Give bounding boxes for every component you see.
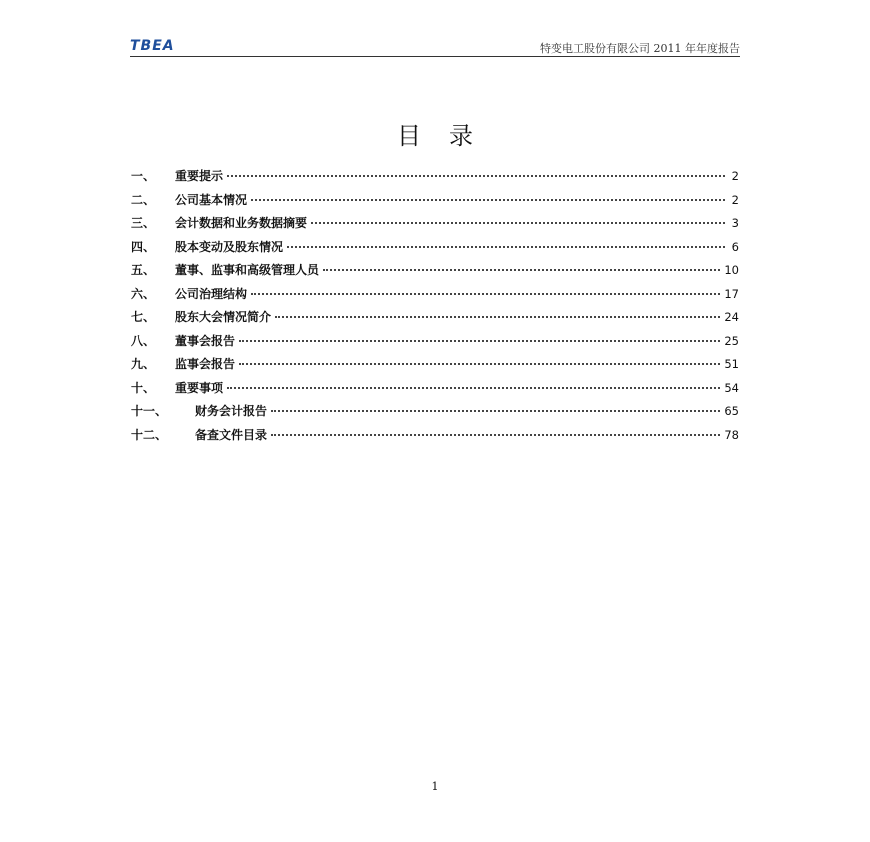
toc-entry-label: 重要事项	[175, 380, 224, 395]
toc-entry-number: 十、	[131, 380, 156, 395]
toc-entry-number: 六、	[131, 286, 156, 301]
toc-leader-dots	[275, 316, 720, 318]
toc-entry-page: 51	[724, 357, 739, 371]
toc-leader-dots	[227, 175, 725, 177]
toc-entry-label: 股东大会情况简介	[175, 310, 272, 324]
toc-entry[interactable]	[131, 191, 739, 215]
toc-leader-dots	[311, 222, 725, 224]
toc-entry-number: 八、	[131, 333, 156, 348]
toc-entry-number: 四、	[131, 239, 156, 254]
toc-entry-label: 董事会报告	[175, 333, 236, 348]
toc-entry-label: 会计数据和业务数据摘要	[175, 216, 308, 230]
toc-entry[interactable]	[131, 355, 739, 379]
toc-entry-number: 十二、	[131, 427, 168, 442]
table-of-contents	[131, 167, 739, 449]
toc-entry-number: 五、	[131, 263, 156, 277]
toc-leader-dots	[239, 340, 720, 342]
toc-entry[interactable]	[131, 214, 739, 238]
toc-entry[interactable]	[131, 308, 739, 332]
toc-leader-dots	[323, 269, 720, 271]
toc-entry-number: 三、	[131, 216, 156, 230]
toc-entry-page: 6	[731, 239, 739, 254]
toc-entry[interactable]	[131, 238, 739, 262]
toc-leader-dots	[271, 434, 720, 436]
toc-entry-page: 65	[724, 404, 739, 418]
toc-entry-number: 九、	[131, 357, 156, 371]
toc-heading: 目录	[397, 122, 501, 150]
toc-entry-page: 78	[724, 427, 739, 442]
toc-entry-page: 25	[724, 333, 739, 348]
toc-entry-label: 备查文件目录	[195, 427, 268, 442]
toc-entry-label: 财务会计报告	[195, 404, 268, 418]
toc-entry[interactable]	[131, 167, 739, 191]
toc-entry-label: 重要提示	[175, 169, 224, 183]
toc-entry-label: 股本变动及股东情况	[175, 239, 284, 254]
toc-leader-dots	[227, 387, 720, 389]
report-title: 特变电工股份有限公司 2011 年年度报告	[540, 42, 740, 55]
toc-entry[interactable]	[131, 285, 739, 309]
page-header	[130, 36, 740, 57]
toc-entry-page: 24	[724, 310, 739, 324]
toc-entry-number: 一、	[131, 169, 156, 183]
toc-entry-number: 十一、	[131, 404, 168, 418]
company-logo: TBEA	[130, 38, 175, 54]
toc-entry-page: 2	[731, 169, 739, 183]
toc-leader-dots	[239, 363, 720, 365]
toc-entry-label: 董事、监事和高级管理人员	[175, 263, 320, 277]
toc-entry-number: 二、	[131, 192, 156, 207]
toc-entry-label: 公司治理结构	[175, 286, 248, 301]
toc-entry-page: 17	[724, 286, 739, 301]
toc-entry-page: 3	[731, 216, 739, 230]
toc-entry-page: 54	[724, 380, 739, 395]
toc-leader-dots	[271, 410, 720, 412]
toc-entry[interactable]	[131, 402, 739, 426]
toc-entry-label: 监事会报告	[175, 357, 236, 371]
toc-entry[interactable]	[131, 332, 739, 356]
toc-leader-dots	[251, 293, 720, 295]
toc-entry-number: 七、	[131, 310, 156, 324]
toc-entry[interactable]	[131, 426, 739, 450]
toc-entry[interactable]	[131, 261, 739, 285]
toc-entry[interactable]	[131, 379, 739, 403]
page-number: 1	[431, 780, 439, 793]
toc-entry-page: 10	[724, 263, 739, 277]
toc-entry-label: 公司基本情况	[175, 192, 248, 207]
toc-entry-page: 2	[731, 192, 739, 207]
toc-leader-dots	[251, 199, 725, 201]
toc-leader-dots	[287, 246, 725, 248]
